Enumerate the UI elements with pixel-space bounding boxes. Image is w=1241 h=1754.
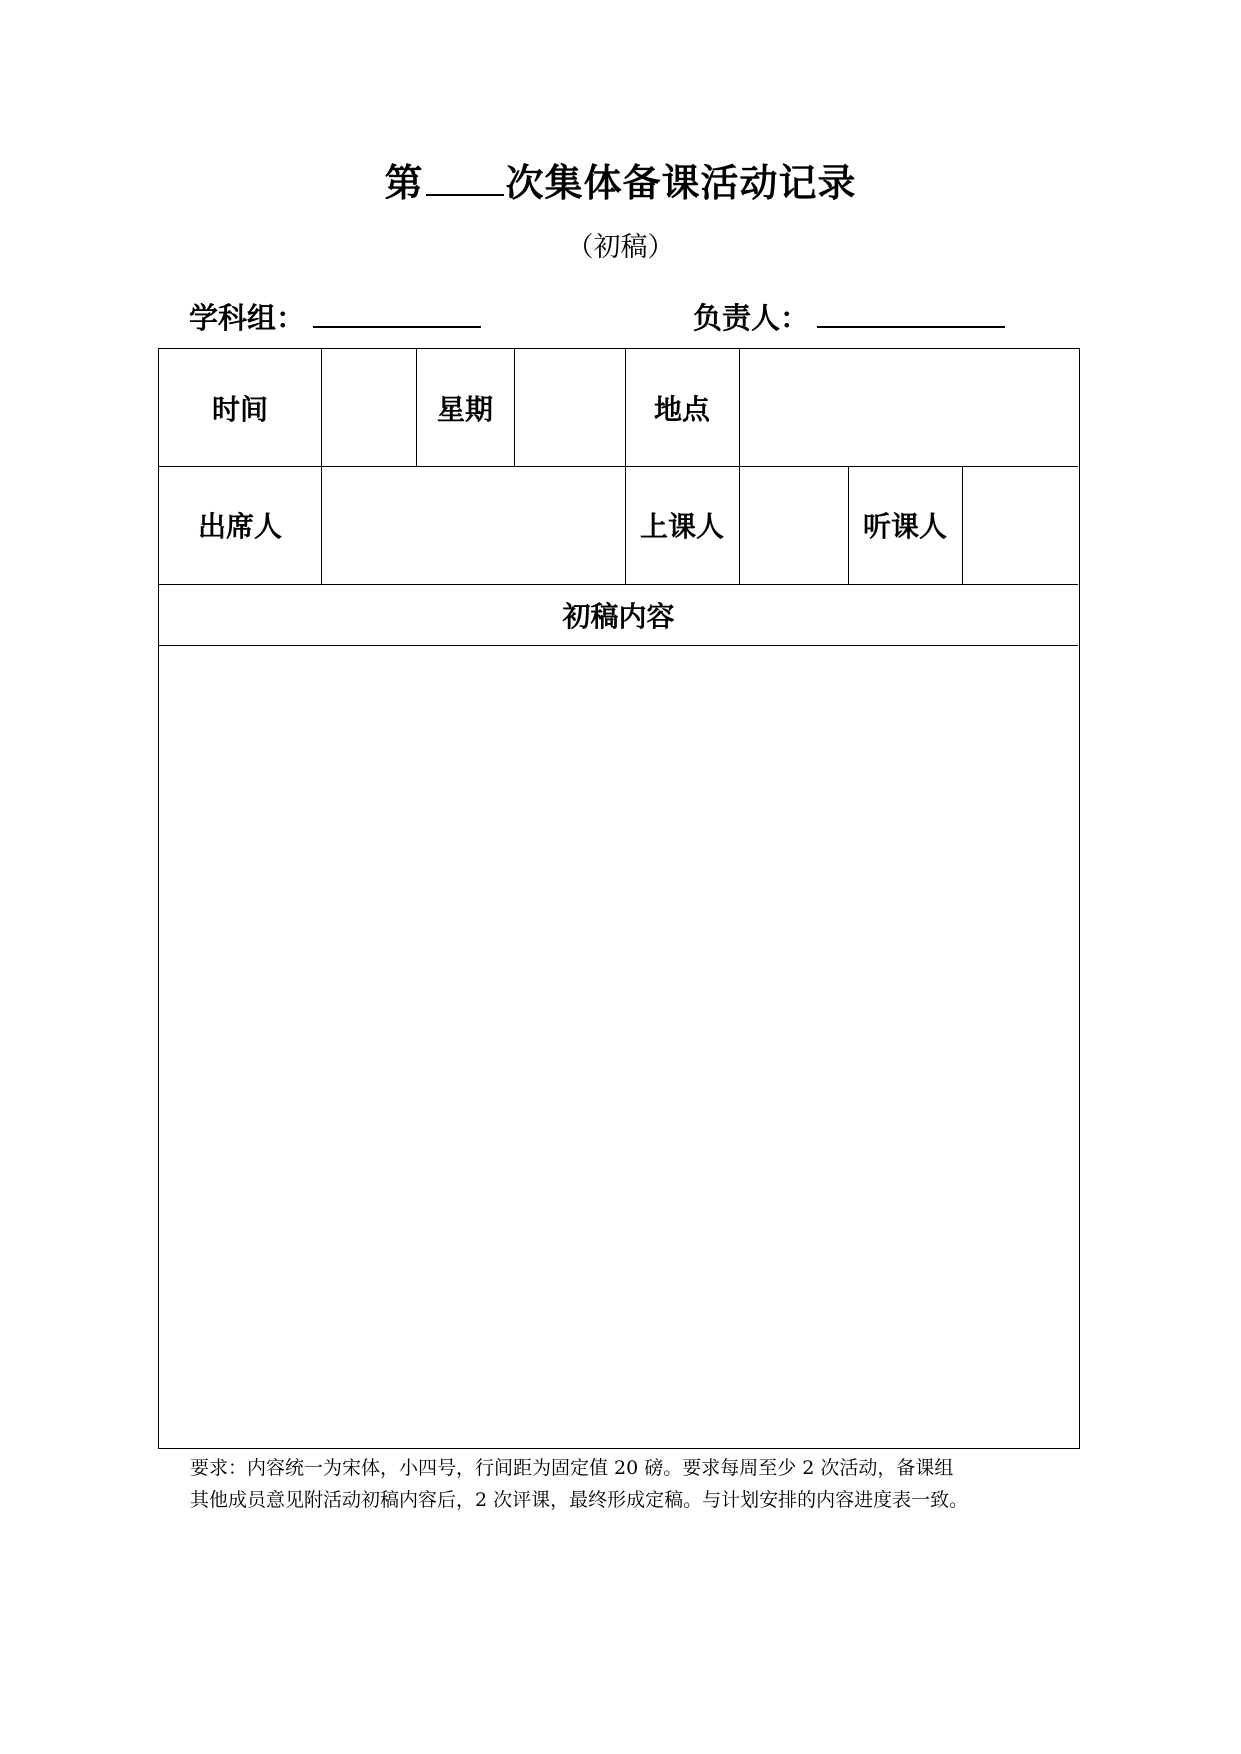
teacher-value-cell[interactable] xyxy=(739,466,848,584)
draft-content-header xyxy=(159,584,1078,645)
session-number-blank[interactable] xyxy=(426,160,504,196)
subject-group-field xyxy=(189,296,481,338)
attendees-value-cell[interactable] xyxy=(321,466,625,584)
time-label: 时间 xyxy=(211,392,268,426)
person-in-charge-label: 负责人： xyxy=(693,301,810,335)
subject-group-label: 学科组： xyxy=(189,301,306,335)
subject-group-blank[interactable] xyxy=(313,296,481,328)
place-label: 地点 xyxy=(653,392,710,426)
teacher-label-cell xyxy=(625,466,739,584)
person-in-charge-field xyxy=(693,296,1005,338)
time-label-cell xyxy=(159,349,321,466)
title-prefix: 第 xyxy=(384,160,424,205)
weekday-value-cell[interactable] xyxy=(514,349,625,466)
time-value-cell[interactable] xyxy=(321,349,416,466)
attendees-label: 出席人 xyxy=(197,510,282,543)
title-suffix: 次集体备课活动记录 xyxy=(505,160,857,205)
place-label-cell xyxy=(625,349,739,466)
weekday-label-cell xyxy=(416,349,514,466)
page-subtitle: （初稿） xyxy=(566,232,675,263)
listener-label-cell xyxy=(848,466,962,584)
requirements-line-1: 要求：内容统一为宋体，小四号，行间距为固定值 20 磅。要求每周至少 2 次活动，备课组 xyxy=(190,1457,954,1479)
requirements-note xyxy=(190,1452,1070,1516)
draft-content-label: 初稿内容 xyxy=(562,599,675,633)
draft-content-area[interactable] xyxy=(159,645,1078,1447)
place-value-cell[interactable] xyxy=(739,349,1078,466)
requirements-line-2: 其他成员意见附活动初稿内容后，2 次评课，最终形成定稿。与计划安排的内容进度表一致。 xyxy=(190,1489,969,1511)
teacher-label: 上课人 xyxy=(639,510,724,543)
record-table xyxy=(158,348,1080,1449)
listener-value-cell[interactable] xyxy=(962,466,1078,584)
person-in-charge-blank[interactable] xyxy=(817,296,1005,328)
attendees-label-cell xyxy=(159,466,321,584)
weekday-label: 星期 xyxy=(436,392,493,426)
listener-label: 听课人 xyxy=(862,510,947,543)
page-title xyxy=(0,158,1241,208)
